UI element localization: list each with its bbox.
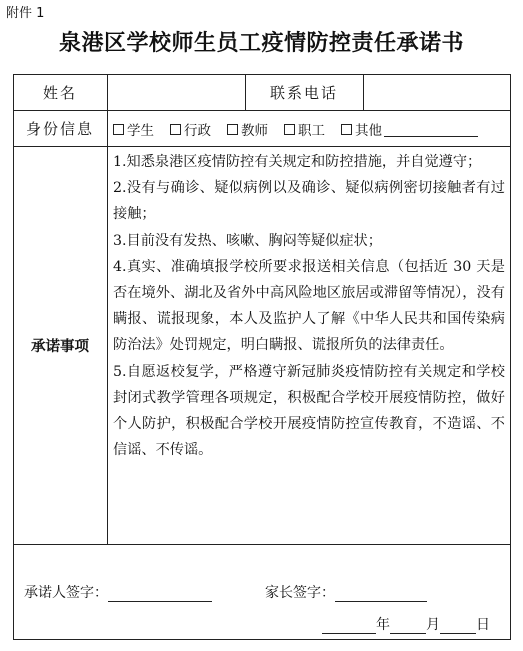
- identity-options: [113, 118, 478, 140]
- identity-label: 身份信息: [25, 119, 94, 138]
- parent-signature-field[interactable]: [335, 585, 427, 602]
- month-label: 月: [426, 617, 440, 633]
- row-divider: [13, 544, 511, 545]
- promise-item: 2.没有与确诊、疑似病例以及确诊、疑似病例密切接触者有过接触；: [113, 180, 505, 223]
- identity-option-staff[interactable]: 职工: [284, 119, 325, 139]
- checkbox-icon[interactable]: [227, 124, 238, 135]
- checkbox-icon[interactable]: [113, 124, 124, 135]
- identity-option-admin[interactable]: 行政: [170, 119, 211, 139]
- parent-signature-label: 家长签字：: [265, 585, 335, 601]
- identity-option-other[interactable]: 其他: [341, 119, 478, 139]
- signature-date: [322, 614, 490, 634]
- column-divider: [107, 74, 108, 544]
- promise-item: 1.知悉泉港区疫情防控有关规定和防控措施，并自觉遵守；: [113, 154, 482, 170]
- checkbox-icon[interactable]: [284, 124, 295, 135]
- identity-option-student[interactable]: 学生: [113, 119, 154, 139]
- day-label: 日: [476, 617, 490, 633]
- promise-item: 5.自愿返校复学，严格遵守新冠肺炎疫情防控有关规定和学校封闭式教学管理各项规定，积极配合学校开展疫情防控，做好个人防护，积极配合学校开展疫情防控宣传教育，不造谣、不信谣、不传谣。: [113, 363, 505, 459]
- month-field[interactable]: [390, 617, 426, 634]
- other-blank-field[interactable]: [384, 122, 478, 137]
- attachment-label: 附件 1: [6, 6, 45, 21]
- promise-label: 承诺事项: [31, 338, 89, 355]
- name-label: 姓名: [42, 83, 77, 102]
- promisor-signature-label: 承诺人签字：: [24, 585, 108, 601]
- year-field[interactable]: [322, 617, 376, 634]
- promise-item: 4.真实、准确填报学校所要求报送相关信息（包括近 30 天是否在境外、湖北及省外中高风险地区旅居或滞留等情况），没有瞒报、谎报现象，本人及监护人了解《中华人民共和国传染病防治法》处罚规定，明白瞒报、谎报所负的法律责任。: [113, 258, 505, 354]
- name-field[interactable]: [108, 75, 245, 110]
- day-field[interactable]: [440, 617, 476, 634]
- identity-option-teacher[interactable]: 教师: [227, 119, 268, 139]
- phone-label: 联系电话: [269, 83, 338, 102]
- phone-field[interactable]: [364, 75, 510, 110]
- checkbox-icon[interactable]: [341, 124, 352, 135]
- promise-items: [113, 149, 505, 463]
- parent-signature: [265, 582, 427, 602]
- promisor-signature-field[interactable]: [108, 585, 212, 602]
- promisor-signature: [24, 582, 212, 602]
- year-label: 年: [376, 617, 390, 633]
- document-title: 泉港区学校师生员工疫情防控责任承诺书: [58, 31, 464, 56]
- promise-item: 3.目前没有发热、咳嗽、胸闷等疑似症状；: [113, 232, 382, 249]
- checkbox-icon[interactable]: [170, 124, 181, 135]
